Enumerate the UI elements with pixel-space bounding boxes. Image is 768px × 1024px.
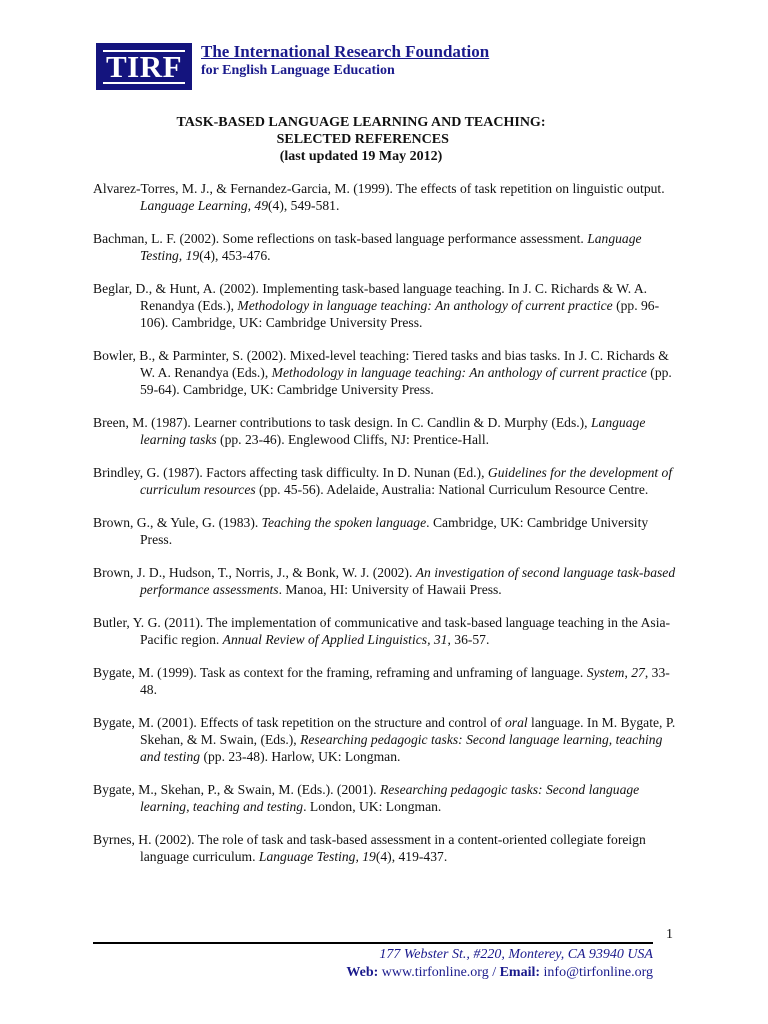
reference-italic-text: System bbox=[586, 665, 625, 680]
reference-entry bbox=[93, 180, 683, 214]
reference-text: Brown, J. D., Hudson, T., Norris, J., & Bonk, W. J. (2002). bbox=[93, 565, 416, 580]
title-line-3: (last updated 19 May 2012) bbox=[279, 149, 443, 164]
reference-italic-text: Methodology in language teaching: An anthology of current practice bbox=[237, 298, 613, 313]
reference-text: , 33-48. bbox=[140, 665, 670, 697]
reference-text: . Cambridge, UK: Cambridge University Press. bbox=[140, 515, 649, 547]
tirf-logo bbox=[96, 43, 192, 90]
reference-italic-text: Annual Review of Applied Linguistics, 31 bbox=[222, 632, 448, 647]
reference-text: Alvarez-Torres, M. J., & Fernandez-Garcia, M. (1999). The effects of task repetition on linguistic output. bbox=[93, 181, 665, 196]
reference-text: language. In M. Bygate, P. Skehan, & M. Swain, (Eds.), bbox=[140, 715, 676, 747]
reference-italic-text: oral bbox=[504, 715, 528, 730]
reference-italic-text: 27 bbox=[631, 665, 645, 680]
reference-text: Bygate, M. (2001). Effects of task repetition on the structure and control of bbox=[93, 715, 505, 730]
reference-italic-text: An investigation of second language task-based performance assessments bbox=[140, 565, 676, 597]
page-number: 1 bbox=[666, 927, 673, 942]
email-link[interactable]: info@tirfonline.org bbox=[540, 965, 653, 980]
org-subtitle: for English Language Education bbox=[201, 63, 395, 78]
reference-entry bbox=[93, 514, 683, 548]
reference-italic-text: Teaching the spoken language bbox=[261, 515, 427, 530]
reference-text: (pp. 23-46). Englewood Cliffs, NJ: Prentice-Hall. bbox=[216, 432, 489, 447]
reference-italic-text: Researching pedagogic tasks: Second language learning, teaching and testing bbox=[140, 782, 640, 814]
reference-text: Breen, M. (1987). Learner contributions to task design. In C. Candlin & D. Murphy (Eds.), bbox=[93, 415, 591, 430]
footer-address: 177 Webster St., #220, Monterey, CA 93940 USA bbox=[379, 947, 653, 962]
org-name: The International Research Foundation bbox=[201, 42, 490, 61]
reference-text: , 36-57. bbox=[447, 632, 490, 647]
web-label: Web: bbox=[346, 965, 379, 980]
reference-text: (pp. 23-48). Harlow, UK: Longman. bbox=[200, 749, 401, 764]
reference-italic-text: Language learning tasks bbox=[140, 415, 646, 447]
reference-entry bbox=[93, 230, 683, 264]
reference-text: (4), 549-581. bbox=[268, 198, 340, 213]
reference-text: Bygate, M., Skehan, P., & Swain, M. (Eds.). (2001). bbox=[93, 782, 380, 797]
footer-contact bbox=[0, 965, 653, 981]
reference-text: , bbox=[624, 665, 632, 680]
reference-entry bbox=[93, 664, 683, 698]
reference-text: Butler, Y. G. (2011). The implementation of communicative and task-based language teaching in the Asia-Pacific region. bbox=[93, 615, 671, 647]
reference-entry bbox=[93, 714, 683, 765]
reference-text: Bachman, L. F. (2002). Some reflections on task-based language performance assessment. bbox=[93, 231, 588, 246]
reference-list bbox=[93, 180, 683, 881]
reference-text: (4), 419-437. bbox=[375, 849, 448, 864]
reference-entry bbox=[93, 614, 683, 648]
reference-italic-text: Language Testing, 19 bbox=[258, 849, 376, 864]
logo-text: TIRF bbox=[103, 50, 185, 84]
reference-text: (4), 453-476. bbox=[199, 248, 271, 263]
title-line-2: SELECTED REFERENCES bbox=[273, 132, 449, 147]
reference-text: . London, UK: Longman. bbox=[303, 799, 442, 814]
reference-text: Brindley, G. (1987). Factors affecting task difficulty. In D. Nunan (Ed.), bbox=[93, 465, 488, 480]
reference-italic-text: Language Learning, 49 bbox=[140, 198, 269, 213]
reference-text: (pp. 96-106). Cambridge, UK: Cambridge University Press. bbox=[140, 298, 660, 330]
reference-text: Brown, G., & Yule, G. (1983). bbox=[93, 515, 262, 530]
title-line-1: TASK-BASED LANGUAGE LEARNING AND TEACHING: bbox=[176, 115, 546, 130]
email-label: Email: bbox=[499, 965, 541, 980]
reference-entry bbox=[93, 347, 683, 398]
reference-text: (pp. 45-56). Adelaide, Australia: National Curriculum Resource Centre. bbox=[255, 482, 649, 497]
reference-entry bbox=[93, 280, 683, 331]
reference-text: . Manoa, HI: University of Hawaii Press. bbox=[278, 582, 502, 597]
web-link[interactable]: www.tirfonline.org / bbox=[378, 965, 500, 980]
reference-text: (pp. 59-64). Cambridge, UK: Cambridge University Press. bbox=[140, 365, 672, 397]
footer-divider bbox=[93, 942, 653, 944]
reference-text: Beglar, D., & Hunt, A. (2002). Implementing task-based language teaching. In J. C. Richards & W. A. Renandya (Eds.), bbox=[93, 281, 648, 313]
reference-entry bbox=[93, 831, 683, 865]
reference-entry bbox=[93, 564, 683, 598]
reference-text: Bygate, M. (1999). Task as context for the framing, reframing and unframing of language. bbox=[93, 665, 587, 680]
reference-text: Bowler, B., & Parminter, S. (2002). Mixed-level teaching: Tiered tasks and bias tasks. In J. C. Richards & W. A. Renandya (Eds.), bbox=[93, 348, 669, 380]
reference-entry bbox=[93, 781, 683, 815]
reference-italic-text: Methodology in language teaching: An anthology of current practice bbox=[271, 365, 647, 380]
reference-italic-text: Language Testing, 19 bbox=[140, 231, 642, 263]
reference-italic-text: Guidelines for the development of curriculum resources bbox=[140, 465, 673, 497]
document-title bbox=[0, 114, 722, 165]
reference-entry bbox=[93, 464, 683, 498]
reference-entry bbox=[93, 414, 683, 448]
reference-italic-text: Researching pedagogic tasks: Second language learning, teaching and testing bbox=[140, 732, 663, 764]
reference-text: Byrnes, H. (2002). The role of task and task-based assessment in a content-oriented collegiate foreign language curriculum. bbox=[93, 832, 646, 864]
